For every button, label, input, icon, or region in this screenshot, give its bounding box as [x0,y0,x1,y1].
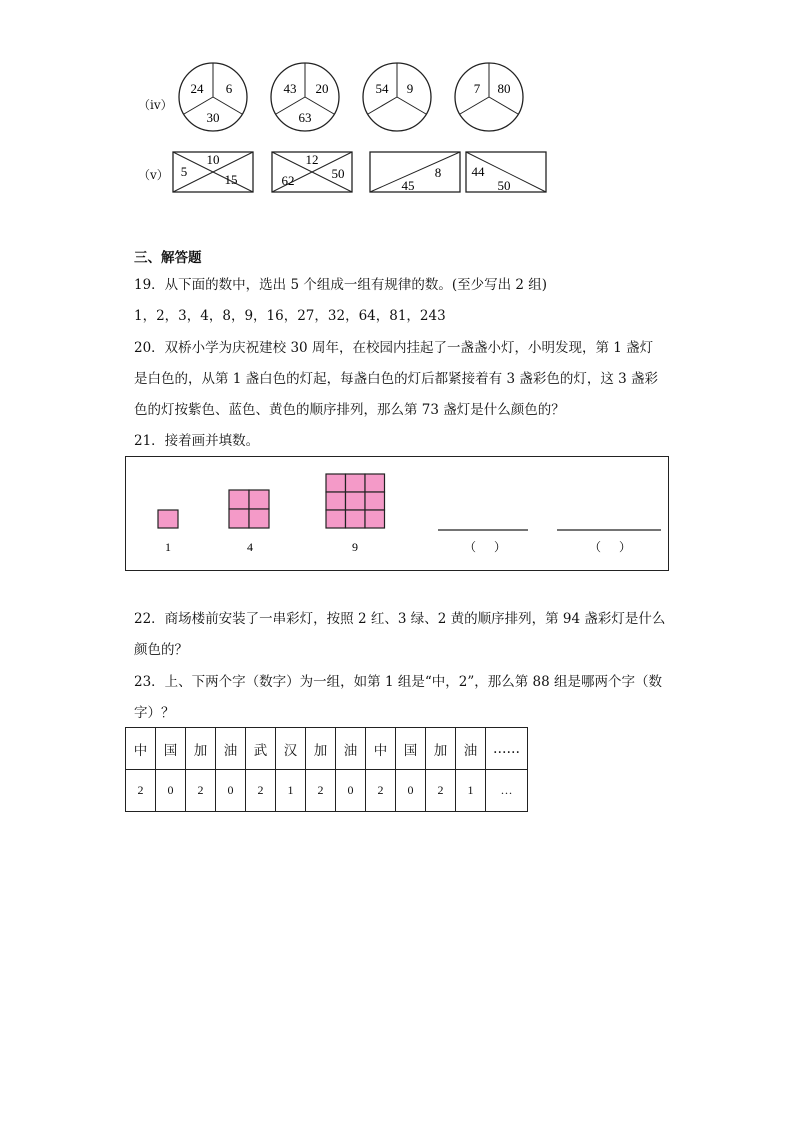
table-cell: 2 [366,770,396,812]
circle-2 [271,63,339,131]
table-cell: 2 [306,770,336,812]
table-cell: 2 [126,770,156,812]
circle-4-b: 80 [497,81,511,96]
rect-2 [272,152,352,192]
sequence-table [125,727,528,812]
circle-3 [363,63,431,131]
circle-2-c: 63 [298,110,312,125]
table-cell: 1 [276,770,306,812]
question-20-line-2: 是白色的，从第 1 盏白色的灯起，每盏白色的灯后都紧接着有 3 盏彩色的灯，这 3 盏彩 [134,371,659,387]
pattern-4-squares [229,490,269,528]
circle-1-c: 30 [206,110,220,125]
question-22-line-1: 22．商场楼前安装了一串彩灯，按照 2 红、3 绿、2 黄的顺序排列，第 94 盏彩灯是什么 [134,611,666,627]
label-blank-1: （ ） [463,540,507,554]
section-heading: 三、解答题 [134,250,202,266]
circle-2-b: 20 [315,81,329,96]
rect-2-top: 12 [305,152,319,167]
label-9: 9 [352,540,358,554]
table-cell: 油 [336,728,366,770]
rect-3-bottom: 45 [401,178,415,193]
table-cell: 油 [456,728,486,770]
table-row-digits [126,770,528,812]
circle-3-b: 9 [406,81,414,96]
table-cell: 0 [216,770,246,812]
circle-1-a: 24 [190,81,204,96]
table-cell: 加 [186,728,216,770]
pattern-1-square [158,510,178,528]
table-cell: 2 [186,770,216,812]
question-19: 19．从下面的数中，选出 5 个组成一组有规律的数。(至少写出 2 组) [134,277,548,293]
label-1: 1 [165,540,171,554]
row-v-label: （v） [138,168,169,182]
table-cell: 加 [426,728,456,770]
table-cell: 武 [246,728,276,770]
rect-1-left: 5 [180,164,188,179]
circle-2-a: 43 [283,81,297,96]
question-23-line-1: 23．上、下两个字（数字）为一组，如第 1 组是“中，2”，那么第 88 组是哪两个字（数 [134,674,663,690]
row-iv-label: （iv） [138,98,173,112]
rect-4-top: 44 [471,164,485,179]
table-cell-ellipsis: … [486,770,528,812]
table-cell: 中 [366,728,396,770]
pattern-9-squares [326,474,385,528]
square-pattern-box [125,456,670,572]
question-20-line-3: 色的灯按紫色、蓝色、黄色的顺序排列，那么第 73 盏灯是什么颜色的？ [134,402,565,418]
label-4: 4 [247,540,253,554]
circle-4-a: 7 [473,81,481,96]
label-blank-2: （ ） [588,540,632,554]
question-19-numbers: 1，2，3，4，8，9，16，27，32，64，81，243 [134,308,446,324]
table-cell: 0 [336,770,366,812]
rect-4 [466,152,546,193]
circle-1 [179,63,247,131]
table-cell: 2 [246,770,276,812]
circle-4 [455,63,523,131]
rectangles-figure [170,149,550,197]
table-cell: 1 [456,770,486,812]
circles-figure [170,60,550,140]
table-cell: 加 [306,728,336,770]
table-cell: 0 [156,770,186,812]
table-cell: 汉 [276,728,306,770]
rect-1-top: 10 [206,152,220,167]
circle-1-b: 6 [225,81,233,96]
rect-4-bottom: 50 [497,178,511,193]
table-row-characters [126,728,528,770]
question-22-line-2: 颜色的？ [134,642,188,658]
table-cell: 国 [156,728,186,770]
table-cell: 0 [396,770,426,812]
rect-3-top: 8 [434,165,442,180]
table-cell-ellipsis: …… [486,728,528,770]
table-cell: 油 [216,728,246,770]
table-cell: 2 [426,770,456,812]
question-20-line-1: 20．双桥小学为庆祝建校 30 周年，在校园内挂起了一盏盏小灯，小明发现，第 1 盏灯 [134,340,654,356]
table-cell: 中 [126,728,156,770]
question-21: 21．接着画并填数。 [134,433,260,449]
rect-2-left: 62 [281,173,295,188]
rect-1-right: 15 [224,172,238,187]
rect-2-right: 50 [331,166,345,181]
rect-1 [173,152,253,192]
rect-3 [370,152,460,193]
question-23-line-2: 字）？ [134,705,175,721]
table-cell: 国 [396,728,426,770]
circle-3-a: 54 [375,81,389,96]
